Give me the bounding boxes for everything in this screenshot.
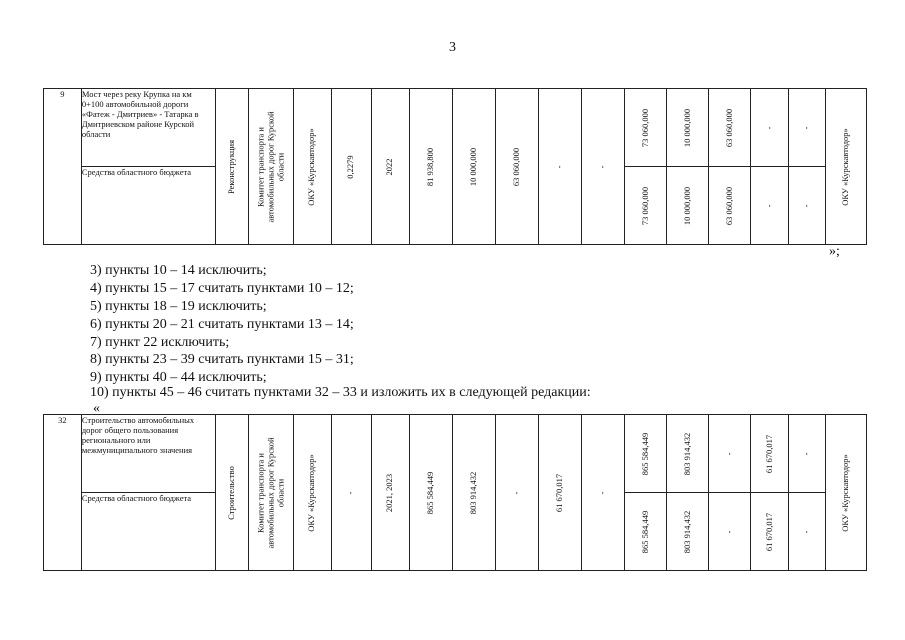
bottom-value: - bbox=[801, 204, 812, 207]
bottom-cell bbox=[789, 167, 826, 245]
years: 2022 bbox=[384, 158, 395, 175]
value-col2: - bbox=[511, 491, 522, 494]
customer-cell bbox=[248, 415, 293, 571]
top-cell bbox=[667, 89, 709, 167]
amendment-item: 9) пункты 40 – 44 исключить; bbox=[90, 370, 267, 385]
customer: Комитет транспорта и автомобильных дорог Курской области bbox=[255, 437, 285, 549]
top-cell bbox=[709, 89, 751, 167]
top-value: - bbox=[763, 126, 774, 129]
bottom-value: 61 670,017 bbox=[763, 512, 774, 551]
bottom-cell bbox=[709, 493, 751, 571]
top-cell bbox=[625, 89, 667, 167]
amendment-item: 3) пункты 10 – 14 исключить; bbox=[90, 263, 267, 278]
amendment-item: 7) пункт 22 исключить; bbox=[90, 335, 230, 350]
top-value: - bbox=[723, 452, 734, 455]
years-cell bbox=[371, 89, 410, 245]
customer: Комитет транспорта и автомобильных дорог Курской области bbox=[255, 111, 285, 223]
executor-cell bbox=[293, 89, 331, 245]
work-type-cell bbox=[215, 89, 248, 245]
executor: ОКУ «Курскавтодор» bbox=[306, 453, 317, 532]
work-type: Реконструкция bbox=[225, 139, 236, 194]
bottom-cell bbox=[789, 493, 826, 571]
value-col1: 803 914,432 bbox=[468, 471, 479, 514]
row-number: 9 bbox=[44, 89, 82, 245]
executor-cell bbox=[293, 415, 331, 571]
col1-cell bbox=[453, 89, 496, 245]
top-cell bbox=[751, 415, 789, 493]
work-type: Строительство bbox=[225, 465, 236, 520]
bottom-value: 865 584,449 bbox=[639, 510, 650, 553]
value-col3: - bbox=[554, 165, 565, 168]
bottom-value: - bbox=[763, 204, 774, 207]
executor: ОКУ «Курскавтодор» bbox=[306, 127, 317, 206]
row-number: 32 bbox=[44, 415, 82, 571]
customer-cell bbox=[248, 89, 293, 245]
top-cell bbox=[789, 415, 826, 493]
bottom-cell bbox=[751, 493, 789, 571]
top-value: 61 670,017 bbox=[763, 434, 774, 473]
capacity: 0,2279 bbox=[345, 154, 356, 179]
amendment-item: 6) пункты 20 – 21 считать пунктами 13 – 14; bbox=[90, 317, 354, 332]
top-value: 865 584,449 bbox=[639, 432, 650, 475]
estimated-cost: 81 938,800 bbox=[425, 147, 436, 186]
top-cell bbox=[625, 415, 667, 493]
work-type-cell bbox=[215, 415, 248, 571]
funding-source: Средства областного бюджета bbox=[81, 167, 215, 245]
value-col1: 10 000,000 bbox=[468, 147, 479, 186]
object-name: Строительство автомобильных дорог общего пользования регионального или межмуниципального значения bbox=[81, 415, 215, 493]
cost-cell bbox=[410, 89, 453, 245]
top-value: 10 000,000 bbox=[681, 108, 692, 147]
recipient: ОКУ «Курскавтодор» bbox=[840, 127, 851, 206]
top-cell bbox=[789, 89, 826, 167]
col1-cell bbox=[453, 415, 496, 571]
top-value: 73 060,000 bbox=[639, 108, 650, 147]
years-cell bbox=[371, 415, 410, 571]
capacity-cell bbox=[331, 89, 371, 245]
table-row-9 bbox=[43, 88, 867, 245]
page-number: 3 bbox=[449, 40, 456, 55]
closing-quote: »; bbox=[829, 244, 840, 259]
table-row-32 bbox=[43, 414, 867, 571]
amendment-item: 4) пункты 15 – 17 считать пунктами 10 – 12; bbox=[90, 281, 354, 296]
value-col2: 63 060,000 bbox=[511, 147, 522, 186]
top-cell bbox=[709, 415, 751, 493]
top-cell bbox=[667, 415, 709, 493]
top-cell bbox=[751, 89, 789, 167]
bottom-value: 73 060,000 bbox=[639, 186, 650, 225]
cost-cell bbox=[410, 415, 453, 571]
recipient-cell bbox=[825, 89, 866, 245]
object-name: Мост через реку Крупка на км 0+100 автомобильной дороги «Фатеж - Дмитриев» - Татарка в Дмитриевском районе Курской области bbox=[81, 89, 215, 167]
col3-cell bbox=[539, 89, 582, 245]
amendment-item: 8) пункты 23 – 39 считать пунктами 15 – 31; bbox=[90, 352, 354, 367]
bottom-cell bbox=[625, 493, 667, 571]
top-value: - bbox=[801, 126, 812, 129]
funding-source: Средства областного бюджета bbox=[81, 493, 215, 571]
capacity-cell bbox=[331, 415, 371, 571]
col2-cell bbox=[496, 415, 539, 571]
top-value: 63 060,000 bbox=[723, 108, 734, 147]
top-value: - bbox=[801, 452, 812, 455]
value-col4: - bbox=[597, 165, 608, 168]
bottom-cell bbox=[625, 167, 667, 245]
value-col4: - bbox=[597, 491, 608, 494]
bottom-value: 10 000,000 bbox=[681, 186, 692, 225]
bottom-cell bbox=[709, 167, 751, 245]
amendment-item: 10) пункты 45 – 46 считать пунктами 32 – 33 и изложить их в следующей редакции: bbox=[90, 385, 591, 400]
estimated-cost: 865 584,449 bbox=[425, 471, 436, 514]
opening-quote: « bbox=[93, 401, 100, 416]
top-value: 803 914,432 bbox=[681, 432, 692, 475]
recipient: ОКУ «Курскавтодор» bbox=[840, 453, 851, 532]
bottom-value: - bbox=[723, 530, 734, 533]
bottom-cell bbox=[667, 493, 709, 571]
bottom-cell bbox=[751, 167, 789, 245]
col4-cell bbox=[582, 415, 625, 571]
bottom-value: - bbox=[801, 530, 812, 533]
bottom-value: 63 060,000 bbox=[723, 186, 734, 225]
capacity: - bbox=[345, 491, 356, 494]
col4-cell bbox=[582, 89, 625, 245]
bottom-cell bbox=[667, 167, 709, 245]
amendment-item: 5) пункты 18 – 19 исключить; bbox=[90, 299, 267, 314]
bottom-value: 803 914,432 bbox=[681, 510, 692, 553]
col2-cell bbox=[496, 89, 539, 245]
recipient-cell bbox=[825, 415, 866, 571]
col3-cell bbox=[539, 415, 582, 571]
years: 2021, 2023 bbox=[384, 473, 395, 512]
value-col3: 61 670,017 bbox=[554, 473, 565, 512]
